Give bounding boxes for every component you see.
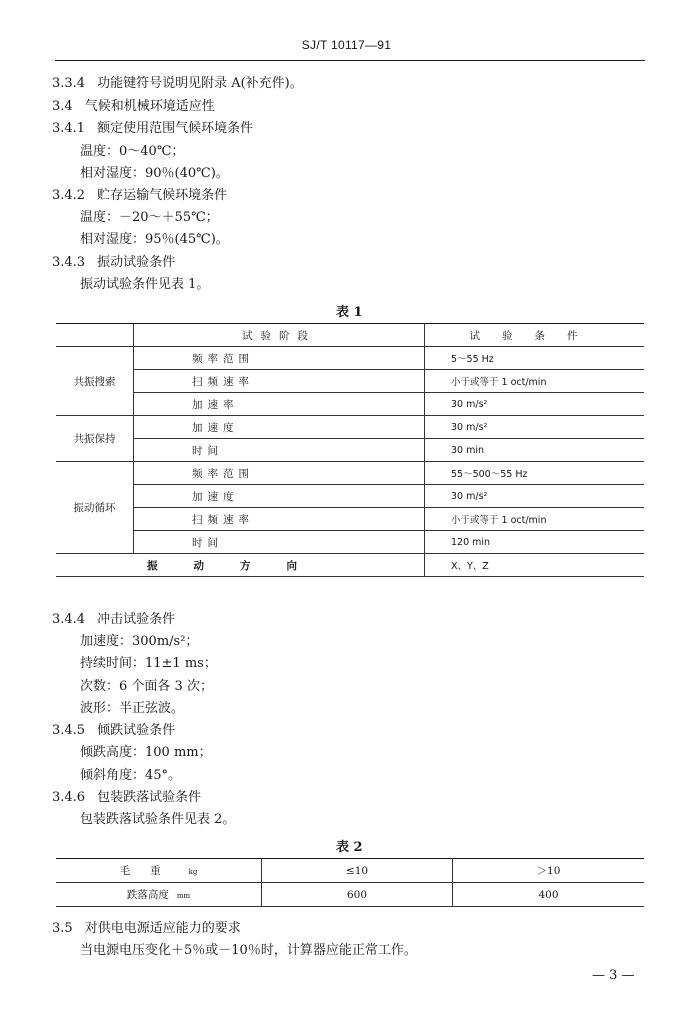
table1-caption: 表 1	[336, 305, 363, 320]
row-item: 频率范围	[134, 347, 425, 370]
vibration-test-table	[56, 323, 644, 577]
clause-number: 3.4	[52, 99, 73, 114]
row-value: 400	[453, 883, 645, 907]
clause-3-4-1	[52, 121, 253, 137]
clause-3-5	[52, 921, 241, 937]
body-line: 相对湿度：95％(45℃)。	[80, 232, 229, 247]
body-line: 温度：－20～＋55℃；	[80, 210, 219, 225]
clause-3-4-3	[52, 255, 175, 271]
header-rule	[55, 60, 645, 61]
clause-3-4	[52, 99, 215, 115]
direction-value: X、Y、Z	[425, 554, 645, 577]
clause-3-4-2	[52, 188, 227, 204]
row-item: 加速度	[134, 485, 425, 508]
clause-text: 气候和机械环境适应性	[84, 99, 215, 114]
row-value: 小于或等于 1 oct/min	[425, 370, 645, 393]
row-label	[56, 883, 262, 907]
table-row	[56, 554, 644, 577]
header-condition: 试验条件	[425, 324, 645, 347]
row-value: ＞10	[453, 859, 645, 883]
row-value: 30 m/s²	[425, 485, 645, 508]
row-value: 5～55 Hz	[425, 347, 645, 370]
body-line: 波形：半正弦波。	[80, 701, 185, 716]
table-header-row	[56, 324, 644, 347]
clause-3-4-6	[52, 790, 201, 806]
clause-3-4-4	[52, 612, 175, 628]
row-item: 时间	[134, 531, 425, 554]
table-row	[56, 393, 644, 416]
table-row	[56, 370, 644, 393]
clause-number: 3.4.5	[52, 723, 86, 738]
clause-number: 3.4.1	[52, 121, 86, 136]
row-value: ≤10	[262, 859, 453, 883]
row-value: 30 m/s²	[425, 416, 645, 439]
drop-test-table	[56, 858, 644, 907]
group-name: 振动循环	[56, 462, 134, 554]
page-number: — 3 —	[592, 968, 635, 983]
body-line: 相对湿度：90％(40℃)。	[80, 166, 229, 181]
row-item: 加速率	[134, 393, 425, 416]
row-label	[56, 859, 262, 883]
label-text: 毛重	[119, 865, 181, 877]
clause-number: 3.4.2	[52, 188, 86, 203]
row-value: 30 m/s²	[425, 393, 645, 416]
row-value: 30 min	[425, 439, 645, 462]
row-item: 扫频速率	[134, 508, 425, 531]
clause-number: 3.4.3	[52, 255, 86, 270]
body-line: 温度：0～40℃；	[80, 144, 185, 159]
direction-label: 振动方向	[56, 554, 425, 577]
group-name: 共振搜索	[56, 347, 134, 416]
row-item: 时间	[134, 439, 425, 462]
clause-text: 额定使用范围气候环境条件	[97, 121, 254, 136]
table-row	[56, 416, 644, 439]
table-row	[56, 439, 644, 462]
clause-3-4-5	[52, 723, 175, 739]
clause-3-3-4	[52, 76, 303, 92]
unit-text: kg	[188, 868, 198, 876]
body-line: 加速度：300m/s²；	[80, 634, 199, 649]
table-row	[56, 883, 644, 907]
unit-text: mm	[176, 892, 191, 900]
row-value: 600	[262, 883, 453, 907]
row-item: 频率范围	[134, 462, 425, 485]
row-value: 120 min	[425, 531, 645, 554]
body-line: 持续时间：11±1 ms；	[80, 656, 217, 671]
body-line: 振动试验条件见表 1。	[80, 277, 210, 292]
body-line: 包装跌落试验条件见表 2。	[80, 812, 236, 827]
clause-number: 3.3.4	[52, 76, 86, 91]
row-value: 55～500～55 Hz	[425, 462, 645, 485]
clause-text: 振动试验条件	[97, 255, 176, 270]
table-row	[56, 462, 644, 485]
table-cell	[56, 324, 134, 347]
clause-number: 3.4.4	[52, 612, 86, 627]
clause-text: 倾跌试验条件	[97, 723, 176, 738]
header-stage: 试验阶段	[134, 324, 425, 347]
body-line: 当电源电压变化＋5％或－10％时，计算器应能正常工作。	[80, 943, 417, 958]
row-item: 加速度	[134, 416, 425, 439]
table-row	[56, 485, 644, 508]
clause-number: 3.4.6	[52, 790, 86, 805]
table-row	[56, 531, 644, 554]
group-name: 共振保持	[56, 416, 134, 462]
body-line: 倾斜角度：45°。	[80, 768, 182, 783]
clause-text: 贮存运输气候环境条件	[97, 188, 228, 203]
row-value: 小于或等于 1 oct/min	[425, 508, 645, 531]
standard-code-header: SJ/T 10117—91	[301, 38, 392, 52]
table2-caption: 表 2	[336, 840, 363, 855]
table-row	[56, 347, 644, 370]
clause-text: 对供电电源适应能力的要求	[84, 921, 241, 936]
row-item: 扫频速率	[134, 370, 425, 393]
clause-text: 包装跌落试验条件	[97, 790, 202, 805]
table-row	[56, 508, 644, 531]
body-line: 倾跌高度：100 mm；	[80, 745, 212, 760]
table-row	[56, 859, 644, 883]
clause-text: 功能键符号说明见附录 A(补充件)。	[97, 76, 303, 91]
clause-text: 冲击试验条件	[97, 612, 176, 627]
label-text: 跌落高度	[126, 889, 169, 901]
body-line: 次数：6 个面各 3 次；	[80, 679, 213, 694]
clause-number: 3.5	[52, 921, 73, 936]
